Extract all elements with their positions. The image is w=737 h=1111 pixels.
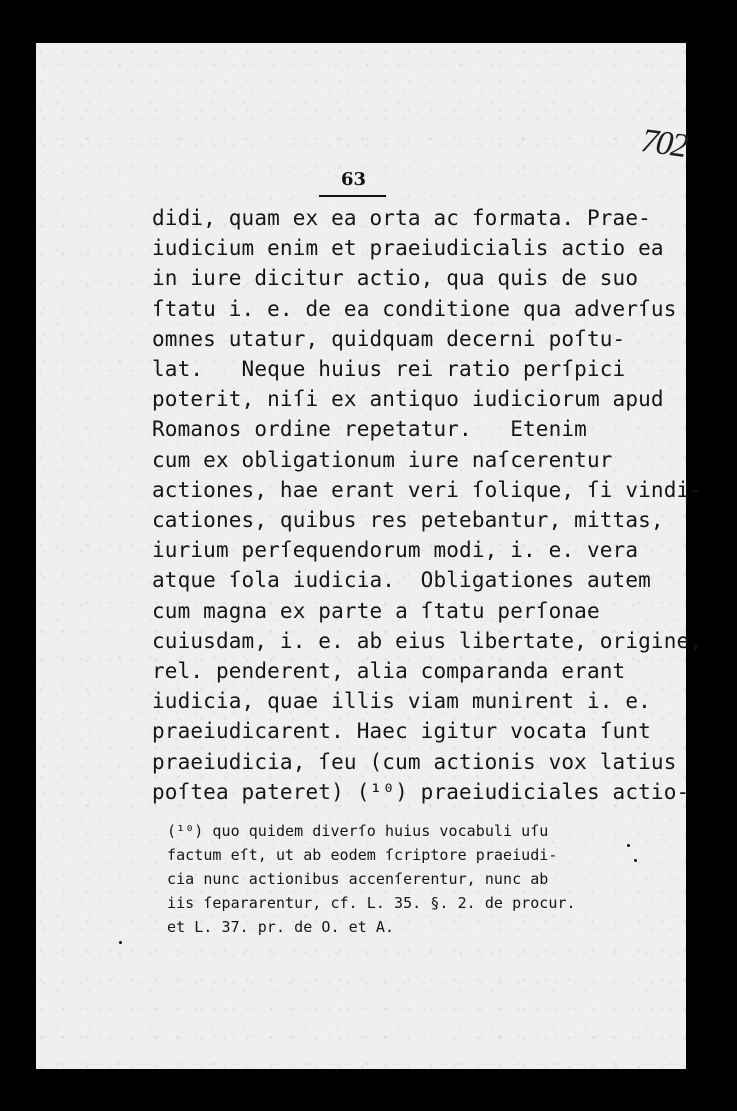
- body-line: cationes, quibus res petebantur, mittas,: [152, 508, 664, 533]
- body-line: lat. Neque huius rei ratio perſpici: [152, 357, 626, 382]
- footnote-line: et L. 37. pr. de O. et A.: [167, 918, 395, 936]
- body-line: Romanos ordine repetatur. Etenim: [152, 417, 587, 442]
- footnote: [167, 819, 609, 939]
- page-number-rule: [319, 195, 386, 197]
- body-line: didi, quam ex ea orta ac formata. Prae-: [152, 206, 651, 230]
- paper-speck: [627, 844, 630, 847]
- body-line: praeiudicia, ſeu (cum actionis vox latius: [152, 749, 677, 774]
- body-line: praeiudicarent. Haec igitur vocata ſunt: [152, 719, 651, 744]
- paper-speck: [634, 859, 637, 862]
- body-text: [152, 203, 703, 807]
- paper-speck: [119, 941, 122, 944]
- body-line: cum ex obligationum iure naſcerentur: [152, 447, 613, 472]
- body-line: iudicia, quae illis viam munirent i. e.: [152, 689, 651, 714]
- body-line: omnes utatur, quidquam decerni poſtu-: [152, 326, 626, 351]
- body-line: ſtatu i. e. de ea conditione qua adverſus: [152, 296, 677, 321]
- body-line: actiones, hae erant veri ſolique, ſi vindi-: [152, 477, 703, 502]
- footnote-line: iis ſepararentur, cf. L. 35. §. 2. de procur.: [167, 894, 576, 912]
- body-line: iurium perſequendorum modi, i. e. vera: [152, 538, 639, 563]
- handwritten-folio-mark: 702: [638, 122, 689, 165]
- body-line: poſtea pateret) (¹⁰) praeiudiciales actio-: [152, 779, 690, 804]
- footnote-line: (¹⁰) quo quidem diverſo huius vocabuli uſu: [167, 822, 549, 840]
- body-line: iudicium enim et praeiudicialis actio ea: [152, 236, 664, 261]
- body-line: atque ſola iudicia. Obligationes autem: [152, 568, 651, 593]
- body-line: rel. penderent, alia comparanda erant: [152, 659, 626, 684]
- page-number: 63: [341, 169, 367, 190]
- footnote-line: factum eſt, ut ab eodem ſcriptore praeiudi-: [167, 846, 558, 864]
- body-line: cuiusdam, i. e. ab eius libertate, origine,: [152, 628, 703, 653]
- body-line: poterit, niſi ex antiquo iudiciorum apud: [152, 387, 664, 412]
- book-page: [36, 43, 703, 1069]
- footnote-line: cia nunc actionibus accenſerentur, nunc ab: [167, 870, 549, 888]
- body-line: cum magna ex parte a ſtatu perſonae: [152, 598, 600, 623]
- body-line: in iure dicitur actio, qua quis de suo: [152, 266, 639, 291]
